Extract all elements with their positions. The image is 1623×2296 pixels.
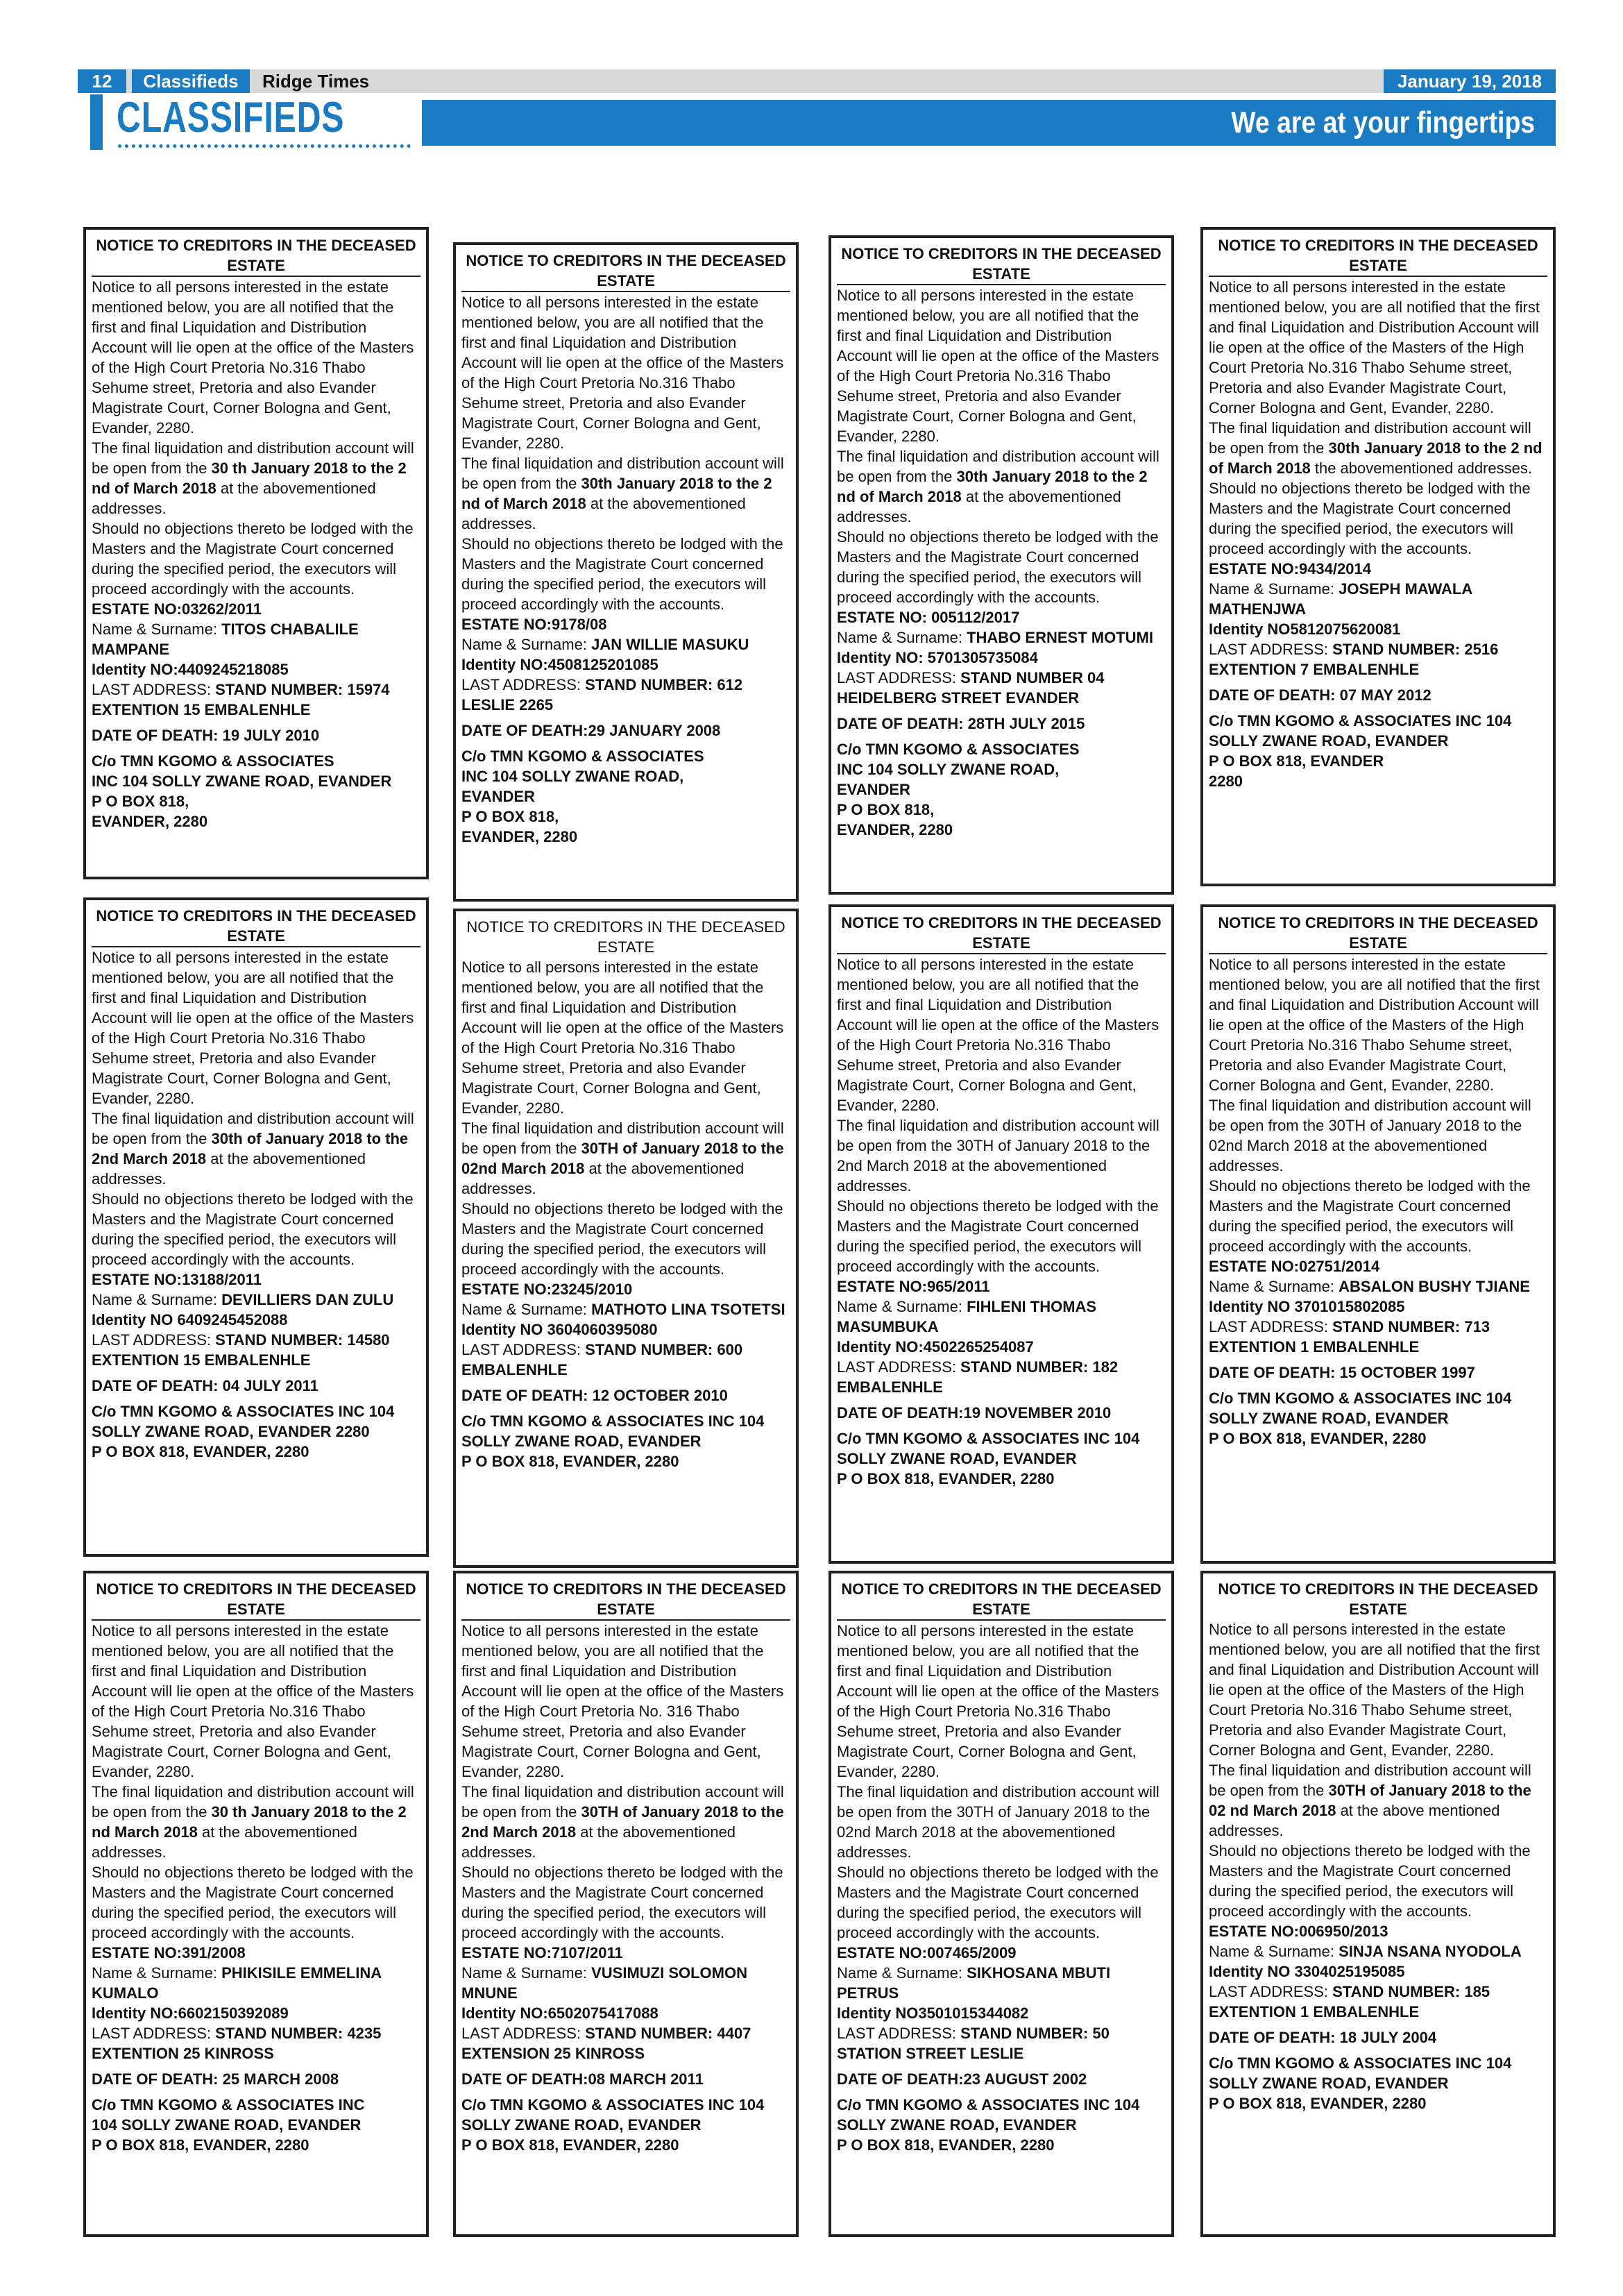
notice-box-2	[453, 242, 799, 902]
contact-line: SOLLY ZWANE ROAD, EVANDER	[1209, 2075, 1449, 2092]
identity-number: Identity NO 6409245452088	[92, 1311, 288, 1328]
notice-intro: Notice to all persons interested in the estate mentioned below, you are all notified that the first and final Liquidation and Distribution Account will lie open at the office of the Masters of the High Court Pretoria No.316 Thabo Sehume street, Pretoria and also Evander Magistrate Court, Corner Bologna and Gent, Evander, 2280.	[1209, 956, 1540, 1094]
estate-number: ESTATE NO:007465/2009	[837, 1944, 1017, 1961]
open-pre: The final liquidation and distribution account will be open from the	[1209, 1762, 1531, 1799]
last-address: STAND NUMBER: 185 EXTENTION 1 EMBALENHLE	[1209, 1983, 1490, 2020]
notice-objections: Should no objections thereto be lodged with the Masters and the Magistrate Court concerned during the specified period, the executors will proceed accordingly with the accounts.	[461, 1864, 783, 1941]
name-line	[461, 634, 790, 655]
notice-title	[461, 917, 790, 957]
name-label: Name & Surname:	[1209, 1943, 1334, 1960]
notice-title-line2: ESTATE	[972, 265, 1030, 282]
date-of-death: DATE OF DEATH:23 AUGUST 2002	[837, 2070, 1087, 2088]
page-number: 12	[78, 69, 126, 93]
contact-line: P O BOX 818, EVANDER	[1209, 752, 1384, 770]
date-of-death: DATE OF DEATH:08 MARCH 2011	[461, 2070, 704, 2088]
notice-title-line2: ESTATE	[227, 1601, 285, 1618]
deceased-name: PHIKISILE EMMELINA KUMALO	[92, 1964, 382, 2002]
estate-number: ESTATE NO:7107/2011	[461, 1944, 623, 1961]
notice-title	[92, 906, 420, 947]
contact-line: INC 104 SOLLY ZWANE ROAD, EVANDER	[92, 773, 392, 790]
notice-intro: Notice to all persons interested in the estate mentioned below, you are all notified that the first and final Liquidation and Distribution Account will lie open at the office of the Masters of the High Court Pretoria No.316 Thabo Sehume street, Pretoria and also Evander Magistrate Court, Corner Bologna and Gent, Evander, 2280.	[837, 1622, 1159, 1780]
contact-block	[461, 1411, 790, 1471]
contact-line: 2280	[1209, 773, 1243, 790]
page-title: CLASSIFIEDS	[117, 94, 345, 142]
name-line	[92, 1963, 420, 2003]
identity-number: Identity NO:4409245218085	[92, 661, 289, 678]
contact-line: C/o TMN KGOMO & ASSOCIATES INC 104	[837, 2096, 1140, 2113]
notice-objections: Should no objections thereto be lodged with the Masters and the Magistrate Court concerned during the specified period, the executors will proceed accordingly with the accounts.	[1209, 1842, 1531, 1920]
address-label: LAST ADDRESS:	[92, 681, 211, 698]
notice-intro: Notice to all persons interested in the estate mentioned below, you are all notified that the first and final Liquidation and Distribution Account will lie open at the office of the Masters of the High Court Pretoria No.316 Thabo Sehume street, Pretoria and also Evander Magistrate Court, Corner Bologna and Gent, Evander, 2280.	[461, 294, 784, 452]
name-label: Name & Surname:	[92, 621, 217, 638]
notice-objections: Should no objections thereto be lodged with the Masters and the Magistrate Court concerned during the specified period, the executors will proceed accordingly with the accounts.	[92, 1864, 414, 1941]
identity-number: Identity NO3501015344082	[837, 2004, 1029, 2022]
notice-title	[1209, 913, 1547, 954]
contact-line: P O BOX 818, EVANDER, 2280	[461, 2136, 679, 2154]
notice-title-line2: ESTATE	[972, 1601, 1030, 1618]
contact-line: INC 104 SOLLY ZWANE ROAD,	[461, 768, 684, 785]
contact-line: SOLLY ZWANE ROAD, EVANDER	[1209, 732, 1449, 750]
deceased-name: DEVILLIERS DAN ZULU	[221, 1291, 394, 1308]
notice-intro: Notice to all persons interested in the estate mentioned below, you are all notified that the first and final Liquidation and Distribution Account will lie open at the office of the Masters of the High Court Pretoria No. 316 Thabo Sehume street, Pretoria and also Evander Magistrate Court, Corner Bologna and Gent, Evander, 2280.	[461, 1622, 784, 1780]
name-line	[461, 1963, 790, 2003]
contact-block	[837, 1428, 1166, 1489]
contact-line: C/o TMN KGOMO & ASSOCIATES	[92, 752, 334, 770]
open-dates: 30th January 2018 to the 2 nd of March 2018	[461, 475, 772, 512]
date-of-death: DATE OF DEATH: 04 JULY 2011	[92, 1377, 318, 1394]
last-address: STAND NUMBER 04 HEIDELBERG STREET EVANDER	[837, 669, 1105, 707]
address-label: LAST ADDRESS:	[1209, 641, 1328, 658]
address-label: LAST ADDRESS:	[837, 669, 956, 686]
address-label: LAST ADDRESS:	[461, 676, 581, 693]
issue-date: January 19, 2018	[1384, 69, 1556, 93]
deceased-name: JOSEPH MAWALA MATHENJWA	[1209, 580, 1472, 618]
contact-line: P O BOX 818, EVANDER, 2280	[1209, 2095, 1427, 2112]
address-line	[461, 2023, 790, 2063]
contact-line: P O BOX 818, EVANDER, 2280	[461, 1453, 679, 1470]
open-dates: 30TH of January 2018 to the 02 nd March 2018	[1209, 1782, 1531, 1819]
notice-objections: Should no objections thereto be lodged with the Masters and the Magistrate Court concerned during the specified period, the executors will proceed accordingly with the accounts.	[92, 520, 414, 598]
notice-objections: Should no objections thereto be lodged with the Masters and the Magistrate Court concerned during the specified period, the executors will proceed accordingly with the accounts.	[461, 1200, 783, 1278]
notice-title-line1: NOTICE TO CREDITORS IN THE DECEASED	[841, 914, 1162, 931]
contact-line: 104 SOLLY ZWANE ROAD, EVANDER	[92, 2116, 362, 2134]
notice-title-line2: ESTATE	[972, 934, 1030, 952]
notice-open-period	[92, 438, 420, 518]
open-post: at the abovementioned addresses.	[461, 1823, 736, 1861]
date-of-death: DATE OF DEATH: 12 OCTOBER 2010	[461, 1387, 728, 1404]
notice-objections: Should no objections thereto be lodged with the Masters and the Magistrate Court concerned during the specified period, the executors will proceed accordingly with the accounts.	[837, 1197, 1159, 1275]
contact-line: EVANDER, 2280	[461, 828, 578, 845]
notice-title-line1: NOTICE TO CREDITORS IN THE DECEASED	[466, 252, 786, 269]
name-label: Name & Surname:	[1209, 1278, 1334, 1295]
estate-number: ESTATE NO:9178/08	[461, 616, 607, 633]
address-label: LAST ADDRESS:	[1209, 1318, 1328, 1335]
contact-line: EVANDER, 2280	[92, 813, 208, 830]
last-address: STAND NUMBER: 4235 EXTENTION 25 KINROSS	[92, 2025, 382, 2062]
notice-box-7	[829, 904, 1174, 1564]
notice-title-line1: NOTICE TO CREDITORS IN THE DECEASED	[96, 237, 416, 254]
deceased-name: FIHLENI THOMAS MASUMBUKA	[837, 1298, 1097, 1335]
date-of-death: DATE OF DEATH: 25 MARCH 2008	[92, 2070, 339, 2088]
paper-name: Ridge Times	[262, 71, 370, 92]
notice-intro: Notice to all persons interested in the estate mentioned below, you are all notified that the first and final Liquidation and Distribution Account will lie open at the office of the Masters of the High Court Pretoria No.316 Thabo Sehume street, Pretoria and also Evander Magistrate Court, Corner Bologna and Gent, Evander, 2280.	[461, 959, 784, 1117]
open-post: at the abovementioned addresses.	[461, 495, 746, 532]
address-line	[92, 2023, 420, 2063]
deceased-name: VUSIMUZI SOLOMON MNUNE	[461, 1964, 747, 2002]
identity-number: Identity NO:6602150392089	[92, 2004, 289, 2022]
name-label: Name & Surname:	[837, 1964, 962, 1982]
notice-title	[1209, 235, 1547, 277]
contact-line: SOLLY ZWANE ROAD, EVANDER	[1209, 1410, 1449, 1427]
open-dates: 30TH of January 2018 to the 2nd March 2018	[461, 1803, 784, 1841]
address-line	[92, 1330, 420, 1370]
contact-line: P O BOX 818, EVANDER, 2280	[92, 2136, 309, 2154]
contact-line: C/o TMN KGOMO & ASSOCIATES INC 104	[1209, 712, 1512, 729]
notice-title-line1: NOTICE TO CREDITORS IN THE DECEASED	[841, 245, 1162, 262]
deceased-name: SINJA NSANA NYODOLA	[1339, 1943, 1522, 1960]
name-line	[837, 1297, 1166, 1337]
open-dates: 30 th January 2018 to the 2 nd March 2018	[92, 1803, 407, 1841]
contact-line: C/o TMN KGOMO & ASSOCIATES	[461, 748, 704, 765]
contact-line: SOLLY ZWANE ROAD, EVANDER	[837, 1450, 1077, 1467]
contact-line: EVANDER	[837, 781, 910, 798]
notice-objections: Should no objections thereto be lodged with the Masters and the Magistrate Court concerned during the specified period, the executors will proceed accordingly with the accounts.	[92, 1190, 414, 1268]
open-post: at the abovementioned addresses.	[837, 488, 1121, 525]
name-line	[92, 1290, 420, 1310]
name-line	[1209, 579, 1547, 619]
name-label: Name & Surname:	[461, 1301, 587, 1318]
open-dates: 30th January 2018 to the 2 nd of March 2018	[837, 468, 1148, 505]
open-post: at the abovementioned addresses.	[461, 1160, 745, 1197]
notice-title-line2: ESTATE	[227, 927, 285, 945]
contact-line: C/o TMN KGOMO & ASSOCIATES INC 104	[461, 2096, 765, 2113]
notice-title	[92, 1579, 420, 1621]
identity-number: Identity NO 3304025195085	[1209, 1963, 1405, 1980]
address-label: LAST ADDRESS:	[1209, 1983, 1328, 2000]
date-of-death: DATE OF DEATH:29 JANUARY 2008	[461, 722, 721, 739]
notice-objections: Should no objections thereto be lodged with the Masters and the Magistrate Court concerned during the specified period, the executors will proceed accordingly with the accounts.	[461, 535, 783, 613]
date-of-death: DATE OF DEATH: 28TH JULY 2015	[837, 715, 1085, 732]
notice-title-line2: ESTATE	[1349, 934, 1407, 952]
notice-title-line1: NOTICE TO CREDITORS IN THE DECEASED	[466, 918, 785, 936]
notice-open-period	[461, 1118, 790, 1199]
contact-block	[1209, 1388, 1547, 1449]
identity-number: Identity NO 3701015802085	[1209, 1298, 1405, 1315]
notice-open-period	[461, 1782, 790, 1862]
contact-line: P O BOX 818, EVANDER, 2280	[837, 1470, 1055, 1487]
deceased-name: SIKHOSANA MBUTI PETRUS	[837, 1964, 1111, 2002]
open-pre: The final liquidation and distribution account will be open from the 30TH of January 2018 to the 02nd March 2018 at the abovementioned addresses.	[1209, 1097, 1531, 1174]
open-post: the abovementioned addresses.	[1314, 459, 1532, 477]
notice-box-12	[1200, 1571, 1556, 2237]
contact-block	[837, 739, 1166, 840]
notice-open-period	[92, 1108, 420, 1189]
open-post: at the abovementioned addresses.	[92, 1150, 366, 1188]
section-tab: Classifieds	[132, 69, 250, 93]
contact-block	[461, 2095, 790, 2155]
estate-number: ESTATE NO:03262/2011	[92, 600, 262, 618]
last-address: STAND NUMBER: 4407 EXTENSION 25 KINROSS	[461, 2025, 751, 2062]
address-line	[1209, 639, 1547, 679]
notice-open-period	[837, 1115, 1166, 1196]
notice-objections: Should no objections thereto be lodged with the Masters and the Magistrate Court concerned during the specified period, the executors will proceed accordingly with the accounts.	[1209, 1177, 1531, 1255]
contact-block	[837, 2095, 1166, 2155]
contact-block	[1209, 2053, 1547, 2113]
notice-title-line2: ESTATE	[227, 257, 285, 274]
contact-block	[1209, 711, 1547, 791]
notice-box-1	[83, 227, 429, 879]
notice-title	[1209, 1579, 1547, 1619]
contact-line: C/o TMN KGOMO & ASSOCIATES INC 104	[92, 1403, 395, 1420]
notice-intro: Notice to all persons interested in the estate mentioned below, you are all notified that the first and final Liquidation and Distribution Account will lie open at the office of the Masters of the High Court Pretoria No.316 Thabo Sehume street, Pretoria and also Evander Magistrate Court, Corner Bologna and Gent, Evander, 2280.	[837, 956, 1159, 1114]
open-dates: 30 th January 2018 to the 2 nd of March 2018	[92, 459, 407, 497]
notice-title-line2: ESTATE	[1349, 257, 1407, 274]
open-pre: The final liquidation and distribution account will be open from the	[461, 455, 784, 492]
address-line	[1209, 1317, 1547, 1357]
address-label: LAST ADDRESS:	[837, 1358, 956, 1376]
estate-number: ESTATE NO:13188/2011	[92, 1271, 262, 1288]
last-address: STAND NUMBER: 713 EXTENTION 1 EMBALENHLE	[1209, 1318, 1490, 1356]
notice-intro: Notice to all persons interested in the estate mentioned below, you are all notified that the first and final Liquidation and Distribution Account will lie open at the office of the Masters of the High Court Pretoria No.316 Thabo Sehume street, Pretoria and also Evander Magistrate Court, Corner Bologna and Gent, Evander, 2280.	[92, 949, 414, 1107]
notice-title	[461, 251, 790, 292]
open-pre: The final liquidation and distribution account will be open from the 30TH of January 2018 to the 02nd March 2018 at the abovementioned addresses.	[837, 1783, 1159, 1861]
contact-line: EVANDER, 2280	[837, 821, 953, 838]
contact-line: C/o TMN KGOMO & ASSOCIATES INC 104	[461, 1412, 765, 1430]
notice-open-period	[837, 446, 1166, 527]
open-pre: The final liquidation and distribution account will be open from the	[92, 1110, 414, 1147]
notice-box-9	[83, 1571, 429, 2237]
address-label: LAST ADDRESS:	[92, 1331, 211, 1349]
open-pre: The final liquidation and distribution account will be open from the	[837, 448, 1159, 485]
name-line	[1209, 1276, 1547, 1297]
name-label: Name & Surname:	[837, 1298, 962, 1315]
date-of-death: DATE OF DEATH: 07 MAY 2012	[1209, 686, 1431, 704]
tagline-banner	[422, 100, 1556, 146]
notice-title-line2: ESTATE	[597, 938, 655, 956]
contact-line: C/o TMN KGOMO & ASSOCIATES INC 104	[1209, 1390, 1512, 1407]
identity-number: Identity NO:6502075417088	[461, 2004, 658, 2022]
address-line	[461, 675, 790, 715]
deceased-name: MATHOTO LINA TSOTETSI	[591, 1301, 785, 1318]
name-line	[837, 1963, 1166, 2003]
address-line	[837, 2023, 1166, 2063]
date-of-death: DATE OF DEATH: 18 JULY 2004	[1209, 2029, 1437, 2046]
notice-title-line1: NOTICE TO CREDITORS IN THE DECEASED	[96, 1580, 416, 1598]
name-label: Name & Surname:	[461, 1964, 587, 1982]
notice-box-10	[453, 1571, 799, 2237]
name-line	[92, 619, 420, 659]
notice-open-period	[837, 1782, 1166, 1862]
notice-title	[461, 1579, 790, 1621]
address-line	[461, 1340, 790, 1380]
identity-number: Identity NO: 5701305735084	[837, 649, 1038, 666]
notice-open-period	[461, 453, 790, 534]
tagline: We are at your fingertips	[1231, 105, 1535, 140]
notice-title	[92, 235, 420, 277]
date-of-death: DATE OF DEATH:19 NOVEMBER 2010	[837, 1404, 1112, 1421]
notice-title-line2: ESTATE	[597, 1601, 655, 1618]
notice-box-6	[453, 909, 799, 1568]
last-address: STAND NUMBER: 182 EMBALENHLE	[837, 1358, 1119, 1396]
notice-intro: Notice to all persons interested in the estate mentioned below, you are all notified that the first and final Liquidation and Distribution Account will lie open at the office of the Masters of the High Court Pretoria No.316 Thabo Sehume street, Pretoria and also Evander Magistrate Court, Corner Bologna and Gent, Evander, 2280.	[837, 287, 1159, 445]
notice-title	[837, 244, 1166, 285]
address-line	[837, 1357, 1166, 1397]
accent-bar	[90, 94, 103, 150]
last-address: STAND NUMBER: 2516 EXTENTION 7 EMBALENHLE	[1209, 641, 1499, 678]
identity-number: Identity NO5812075620081	[1209, 621, 1401, 638]
open-pre: The final liquidation and distribution account will be open from the 30TH of January 2018 to the 2nd March 2018 at the abovementioned addresses.	[837, 1117, 1159, 1195]
deceased-name: TITOS CHABALILE MAMPANE	[92, 621, 359, 658]
name-line	[1209, 1941, 1547, 1961]
contact-line: EVANDER	[461, 788, 535, 805]
contact-line: P O BOX 818, EVANDER, 2280	[1209, 1430, 1427, 1447]
notice-title-line1: NOTICE TO CREDITORS IN THE DECEASED	[96, 907, 416, 925]
estate-number: ESTATE NO:391/2008	[92, 1944, 246, 1961]
address-label: LAST ADDRESS:	[837, 2025, 956, 2042]
open-post: at the abovementioned addresses.	[92, 480, 376, 517]
notice-title-line1: NOTICE TO CREDITORS IN THE DECEASED	[1218, 1580, 1538, 1598]
notice-objections: Should no objections thereto be lodged with the Masters and the Magistrate Court concerned during the specified period, the executors will proceed accordingly with the accounts.	[1209, 480, 1531, 557]
notice-title	[837, 1579, 1166, 1621]
notice-intro: Notice to all persons interested in the estate mentioned below, you are all notified that the first and final Liquidation and Distribution Account will lie open at the office of the Masters of the High Court Pretoria No.316 Thabo Sehume street, Pretoria and also Evander Magistrate Court, Corner Bologna and Gent, Evander, 2280.	[1209, 1621, 1540, 1759]
address-line	[1209, 1982, 1547, 2022]
notice-intro: Notice to all persons interested in the estate mentioned below, you are all notified that the first and final Liquidation and Distribution Account will lie open at the office of the Masters of the High Court Pretoria No.316 Thabo Sehume street, Pretoria and also Evander Magistrate Court, Corner Bologna and Gent, Evander, 2280.	[92, 1622, 414, 1780]
open-pre: The final liquidation and distribution account will be open from the	[1209, 419, 1531, 457]
notice-intro: Notice to all persons interested in the estate mentioned below, you are all notified that the first and final Liquidation and Distribution Account will lie open at the office of the Masters of the High Court Pretoria No.316 Thabo Sehume street, Pretoria and also Evander Magistrate Court, Corner Bologna and Gent, Evander, 2280.	[92, 278, 414, 437]
name-line	[837, 627, 1166, 648]
last-address: STAND NUMBER: 14580 EXTENTION 15 EMBALENHLE	[92, 1331, 390, 1369]
estate-number: ESTATE NO:23245/2010	[461, 1281, 633, 1298]
name-line	[461, 1299, 790, 1319]
notice-box-8	[1200, 904, 1556, 1564]
open-dates: 30TH of January 2018 to the 02nd March 2018	[461, 1140, 784, 1177]
address-label: LAST ADDRESS:	[92, 2025, 211, 2042]
contact-line: SOLLY ZWANE ROAD, EVANDER 2280	[92, 1423, 370, 1440]
contact-line: SOLLY ZWANE ROAD, EVANDER	[461, 2116, 702, 2134]
estate-number: ESTATE NO: 005112/2017	[837, 609, 1020, 626]
contact-line: P O BOX 818, EVANDER, 2280	[837, 2136, 1055, 2154]
notice-box-11	[829, 1571, 1174, 2237]
notice-open-period	[1209, 418, 1547, 478]
name-label: Name & Surname:	[461, 636, 587, 653]
last-address: STAND NUMBER: 15974 EXTENTION 15 EMBALENHLE	[92, 681, 390, 718]
contact-line: C/o TMN KGOMO & ASSOCIATES INC	[92, 2096, 365, 2113]
name-label: Name & Surname:	[837, 629, 962, 646]
notice-intro: Notice to all persons interested in the estate mentioned below, you are all notified that the first and final Liquidation and Distribution Account will lie open at the office of the Masters of the High Court Pretoria No.316 Thabo Sehume street, Pretoria and also Evander Magistrate Court, Corner Bologna and Gent, Evander, 2280.	[1209, 278, 1540, 416]
notice-box-4	[1200, 227, 1556, 886]
address-label: LAST ADDRESS:	[461, 1341, 581, 1358]
contact-line: SOLLY ZWANE ROAD, EVANDER	[461, 1433, 702, 1450]
notice-open-period	[1209, 1760, 1547, 1841]
notice-open-period	[92, 1782, 420, 1862]
address-line	[92, 679, 420, 720]
dotted-rule	[118, 144, 411, 148]
open-dates: 30th of January 2018 to the 2nd March 2018	[92, 1130, 409, 1167]
date-of-death: DATE OF DEATH: 19 JULY 2010	[92, 727, 320, 744]
open-post: at the abovementioned addresses.	[92, 1823, 357, 1861]
open-pre: The final liquidation and distribution account will be open from the	[92, 439, 414, 477]
estate-number: ESTATE NO:9434/2014	[1209, 560, 1371, 577]
name-label: Name & Surname:	[92, 1964, 217, 1982]
contact-line: P O BOX 818,	[92, 793, 189, 810]
contact-block	[92, 751, 420, 832]
contact-line: SOLLY ZWANE ROAD, EVANDER	[837, 2116, 1077, 2134]
contact-line: P O BOX 818, EVANDER, 2280	[92, 1443, 309, 1460]
open-pre: The final liquidation and distribution account will be open from the	[92, 1783, 414, 1821]
date-of-death: DATE OF DEATH: 15 OCTOBER 1997	[1209, 1364, 1475, 1381]
last-address: STAND NUMBER: 612 LESLIE 2265	[461, 676, 743, 714]
open-post: at the above mentioned addresses.	[1209, 1802, 1500, 1839]
notice-box-5	[83, 897, 429, 1557]
last-address: STAND NUMBER: 600 EMBALENHLE	[461, 1341, 743, 1378]
address-line	[837, 668, 1166, 708]
notice-title	[837, 913, 1166, 954]
name-label: Name & Surname:	[1209, 580, 1334, 598]
notice-title-line1: NOTICE TO CREDITORS IN THE DECEASED	[841, 1580, 1162, 1598]
identity-number: Identity NO 3604060395080	[461, 1321, 658, 1338]
notice-box-3	[829, 235, 1174, 895]
notice-objections: Should no objections thereto be lodged with the Masters and the Magistrate Court concerned during the specified period, the executors will proceed accordingly with the accounts.	[837, 528, 1159, 606]
name-label: Name & Surname:	[92, 1291, 217, 1308]
notice-title-line2: ESTATE	[1349, 1601, 1407, 1618]
estate-number: ESTATE NO:006950/2013	[1209, 1923, 1388, 1940]
estate-number: ESTATE NO:02751/2014	[1209, 1258, 1380, 1275]
contact-block	[92, 2095, 420, 2155]
notice-open-period	[1209, 1095, 1547, 1176]
open-dates: 30th January 2018 to the 2 nd of March 2018	[1209, 439, 1543, 477]
contact-line: C/o TMN KGOMO & ASSOCIATES INC 104	[837, 1430, 1140, 1447]
identity-number: Identity NO:4508125201085	[461, 656, 658, 673]
address-label: LAST ADDRESS:	[461, 2025, 581, 2042]
notice-title-line1: NOTICE TO CREDITORS IN THE DECEASED	[466, 1580, 786, 1598]
contact-line: P O BOX 818,	[461, 808, 559, 825]
contact-line: C/o TMN KGOMO & ASSOCIATES	[837, 741, 1080, 758]
deceased-name: JAN WILLIE MASUKU	[591, 636, 749, 653]
identity-number: Identity NO:4502265254087	[837, 1338, 1034, 1356]
open-pre: The final liquidation and distribution account will be open from the	[461, 1120, 784, 1157]
deceased-name: THABO ERNEST MOTUMI	[967, 629, 1153, 646]
contact-line: C/o TMN KGOMO & ASSOCIATES INC 104	[1209, 2054, 1512, 2072]
last-address: STAND NUMBER: 50 STATION STREET LESLIE	[837, 2025, 1110, 2062]
contact-block	[461, 746, 790, 847]
contact-line: P O BOX 818,	[837, 801, 935, 818]
notice-objections: Should no objections thereto be lodged with the Masters and the Magistrate Court concerned during the specified period, the executors will proceed accordingly with the accounts.	[837, 1864, 1159, 1941]
contact-block	[92, 1401, 420, 1462]
notice-title-line1: NOTICE TO CREDITORS IN THE DECEASED	[1218, 914, 1538, 931]
deceased-name: ABSALON BUSHY TJIANE	[1339, 1278, 1530, 1295]
estate-number: ESTATE NO:965/2011	[837, 1278, 990, 1295]
notice-title-line1: NOTICE TO CREDITORS IN THE DECEASED	[1218, 237, 1538, 254]
notice-title-line2: ESTATE	[597, 272, 655, 289]
contact-line: INC 104 SOLLY ZWANE ROAD,	[837, 761, 1060, 778]
open-pre: The final liquidation and distribution account will be open from the	[461, 1783, 784, 1821]
